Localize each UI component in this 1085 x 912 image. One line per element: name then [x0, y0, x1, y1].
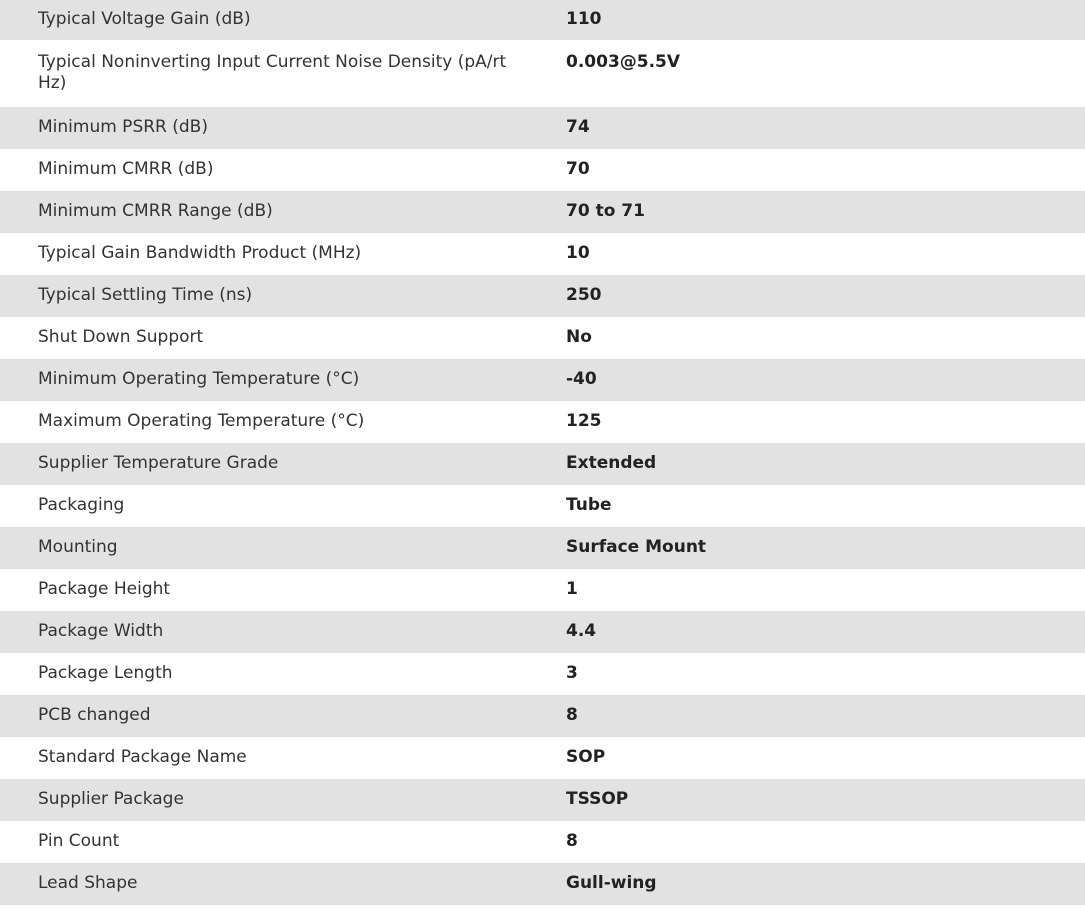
table-row — [0, 485, 1085, 527]
table-row — [0, 779, 1085, 821]
spec-value: SOP — [566, 747, 606, 767]
spec-value: 8 — [566, 831, 578, 851]
spec-value: 3 — [566, 663, 578, 683]
spec-label: PCB changed — [0, 695, 528, 737]
spec-value: TSSOP — [528, 779, 1085, 821]
spec-value: 4.4 — [528, 611, 1085, 653]
table-row — [0, 611, 1085, 653]
spec-value: 74 — [528, 107, 1085, 149]
spec-value: 70 — [566, 159, 590, 179]
spec-label: Supplier Package — [0, 779, 528, 821]
spec-value: 10 — [566, 243, 590, 263]
table-row — [0, 233, 1085, 275]
spec-value: 70 to 71 — [528, 191, 1085, 233]
spec-value: 250 — [528, 275, 1085, 317]
table-row — [0, 317, 1085, 359]
spec-label: Minimum PSRR (dB) — [0, 107, 528, 149]
table-row — [0, 359, 1085, 401]
spec-value: 8 — [528, 695, 1085, 737]
spec-label: Typical Noninverting Input Current Noise Density (pA/rt Hz) — [38, 52, 507, 93]
spec-value: Gull-wing — [528, 863, 1085, 905]
spec-value: 110 — [528, 0, 1085, 40]
spec-label: Standard Package Name — [38, 747, 247, 767]
spec-label: Typical Gain Bandwidth Product (MHz) — [38, 243, 362, 263]
table-row — [0, 107, 1085, 149]
table-row — [0, 401, 1085, 443]
spec-value: Surface Mount — [528, 527, 1085, 569]
table-row — [0, 40, 1085, 107]
spec-label: Minimum CMRR Range (dB) — [0, 191, 528, 233]
spec-label: Maximum Operating Temperature (°C) — [38, 411, 365, 431]
table-row — [0, 191, 1085, 233]
table-row — [0, 737, 1085, 779]
table-row — [0, 653, 1085, 695]
table-row — [0, 527, 1085, 569]
spec-value: Tube — [566, 495, 612, 515]
table-row — [0, 695, 1085, 737]
spec-label: Supplier Temperature Grade — [0, 443, 528, 485]
table-row — [0, 863, 1085, 905]
spec-label: Minimum Operating Temperature (°C) — [0, 359, 528, 401]
spec-label: Typical Settling Time (ns) — [0, 275, 528, 317]
spec-label: Packaging — [38, 495, 125, 515]
spec-value: Extended — [528, 443, 1085, 485]
table-row — [0, 149, 1085, 191]
spec-label: Typical Voltage Gain (dB) — [0, 0, 528, 40]
spec-label: Mounting — [0, 527, 528, 569]
spec-value: No — [566, 327, 592, 347]
spec-value: 1 — [566, 579, 578, 599]
spec-value: 125 — [566, 411, 602, 431]
spec-value: 0.003@5.5V — [566, 52, 681, 72]
spec-label: Package Width — [0, 611, 528, 653]
spec-label: Minimum CMRR (dB) — [38, 159, 214, 179]
spec-label: Package Height — [38, 579, 171, 599]
spec-label: Package Length — [38, 663, 173, 683]
table-row — [0, 569, 1085, 611]
table-row — [0, 0, 1085, 40]
spec-value: -40 — [528, 359, 1085, 401]
table-row — [0, 443, 1085, 485]
table-row — [0, 821, 1085, 863]
spec-label: Lead Shape — [0, 863, 528, 905]
table-row — [0, 275, 1085, 317]
spec-label: Shut Down Support — [38, 327, 204, 347]
spec-label: Pin Count — [38, 831, 120, 851]
